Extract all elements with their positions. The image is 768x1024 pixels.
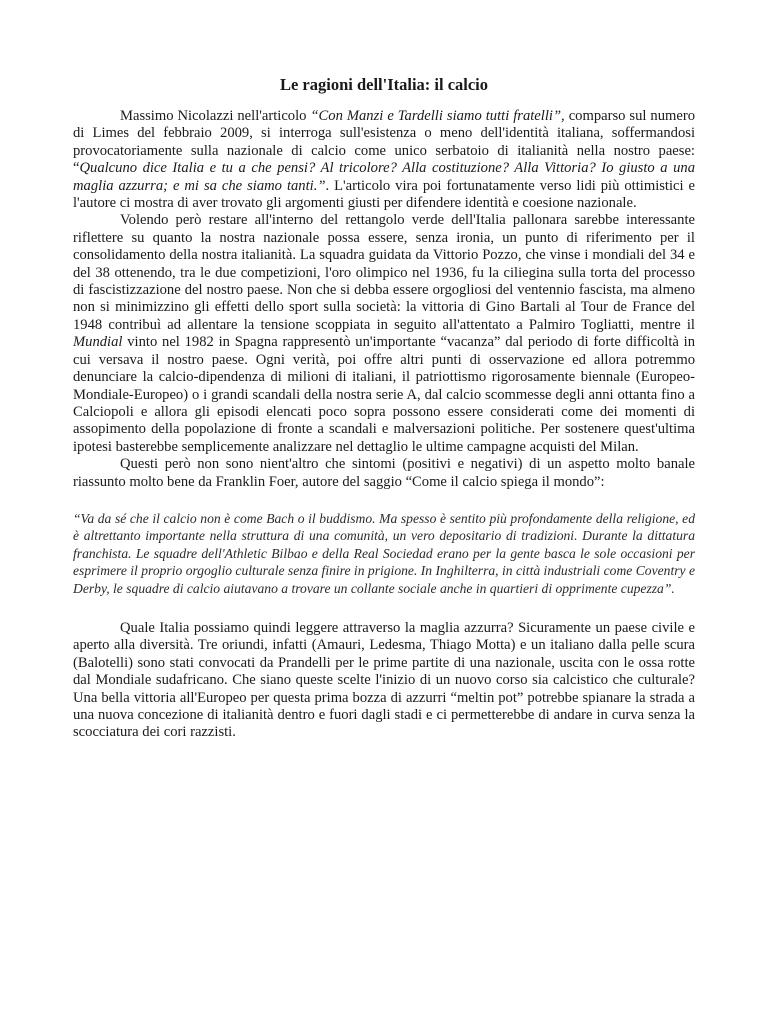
block-quote: “Va da sé che il calcio non è come Bach o il buddismo. Ma spesso è sentito più profondamente della religione, ed è altrettanto importante nella struttura di una comunità, un vero depositario di tradizioni. Durante la dittatura franchista. Le squadre dell'Athletic Bilbao e della Real Sociedad erano per la gente basca le sole occasioni per esprimere il proprio orgoglio culturale senza finire in prigione. In Inghilterra, in città industriali come Coventry e Derby, le squadre di calcio aiutavano a trovare un collante sociale anche in quartieri di opprimente cupezza”. (73, 510, 695, 596)
mundial-term: Mundial (73, 334, 123, 351)
paragraph-3: Questi però non sono nient'altro che sintomi (positivi e negativi) di un aspetto molto banale riassunto molto bene da Franklin Foer, autore del saggio “Come il calcio spiega il mondo”: (73, 456, 695, 490)
article-title-citation: “Con Manzi e Tardelli siamo tutti fratelli”, (310, 108, 565, 124)
document-title: Le ragioni dell'Italia: il calcio (279, 75, 489, 94)
paragraph-2-text-a: Volendo però restare all'interno del rettangolo verde dell'Italia pallonara sarebbe interessante riflettere su quanto la nostra nazionale possa essere, senza ironia, un punto di riferimento per il consolidamento della nostra italianità. La squadra guidata da Vittorio Pozzo, che vinse i mondiali del 34 e del 38 ottenendo, tra le due competizioni, l'oro olimpico nel 1936, fu la ciliegina sulla torta del processo di fascistizzazione del nostro paese. Non che si debba essere orgogliosi del ventennio fascista, ma almeno non si minimizzino gli effetti dello sport sulla società: la vittoria di Gino Bartali al Tour de France del 1948 contribuì ad allentare la tensione scoppiata in seguito all'attentato a Palmiro Togliatti, mentre il (73, 212, 695, 333)
paragraph-1-text-c: comparso sul numero di Limes del febbraio 2009, si interroga sull'esistenza o meno dell'identità italiana, soffermandosi provocatoriamente sulla nazionale di calcio come unico serbatoio di italianità nella nostro paese: “ (73, 108, 695, 177)
document-page (73, 74, 695, 742)
paragraph-4: Quale Italia possiamo quindi leggere attraverso la maglia azzurra? Sicuramente un paese civile e aperto alla diversità. Tre oriundi, infatti (Amauri, Ledesma, Thiago Motta) e un italiano dalla pelle scura (Balotelli) sono stati convocati da Prandelli per le prime partite di una nazionale, uscita con le ossa rotte dal Mondiale sudafricano. Che siano queste scelte l'inizio di un nuovo corso sia calcistico che culturale? Una bella vittoria all'Europeo per questa prima bozza di azzurri “meltin pot” potrebbe spianare la strada a una nuova concezione di italianità dentro e fuori dagli stadi e ci permetterebbe di andare in curva senza la scocciatura dei cori razzisti. (73, 619, 695, 741)
paragraph-2-text-c: vinto nel 1982 in Spagna rappresentò un'importante “vacanza” dal periodo di forte difficoltà in cui versava il nostro paese. Ogni verità, poi offre altri punti di osservazione ed allora potremmo denunciare la calcio-dipendenza di milioni di italiani, il patriottismo rigorosamente biennale (Europeo-Mondiale-Europeo) o i grandi scandali della nostra serie A, dal calcio scommesse degli anni ottanta fino a Calciopoli e allora gli episodi elencati poco sopra possono essere considerati come dei momenti di assopimento della popolazione di fronte a scandali e malversazioni politiche. Per sostenere quest'ultima ipotesi basterebbe semplicemente analizzare nel dettaglio le ultime campagne acquisti del Milan. (73, 334, 695, 455)
paragraph-1 (73, 108, 695, 212)
paragraph-1-text-e: . L'articolo vira poi fortunatamente verso lidi più ottimistici e l'autore ci mostra di aver trovato gli argomenti giusti per difendere identità e coesione nazionale. (73, 177, 696, 212)
paragraph-2 (73, 212, 695, 456)
inline-quotation: Qualcuno dice Italia e tu a che pensi? Al tricolore? Alla costituzione? Alla Vittoria? Io giusto a una maglia azzurra; e mi sa che siamo tanti.” (73, 160, 695, 194)
paragraph-1-text-a: Massimo Nicolazzi nell'articolo (120, 108, 311, 124)
